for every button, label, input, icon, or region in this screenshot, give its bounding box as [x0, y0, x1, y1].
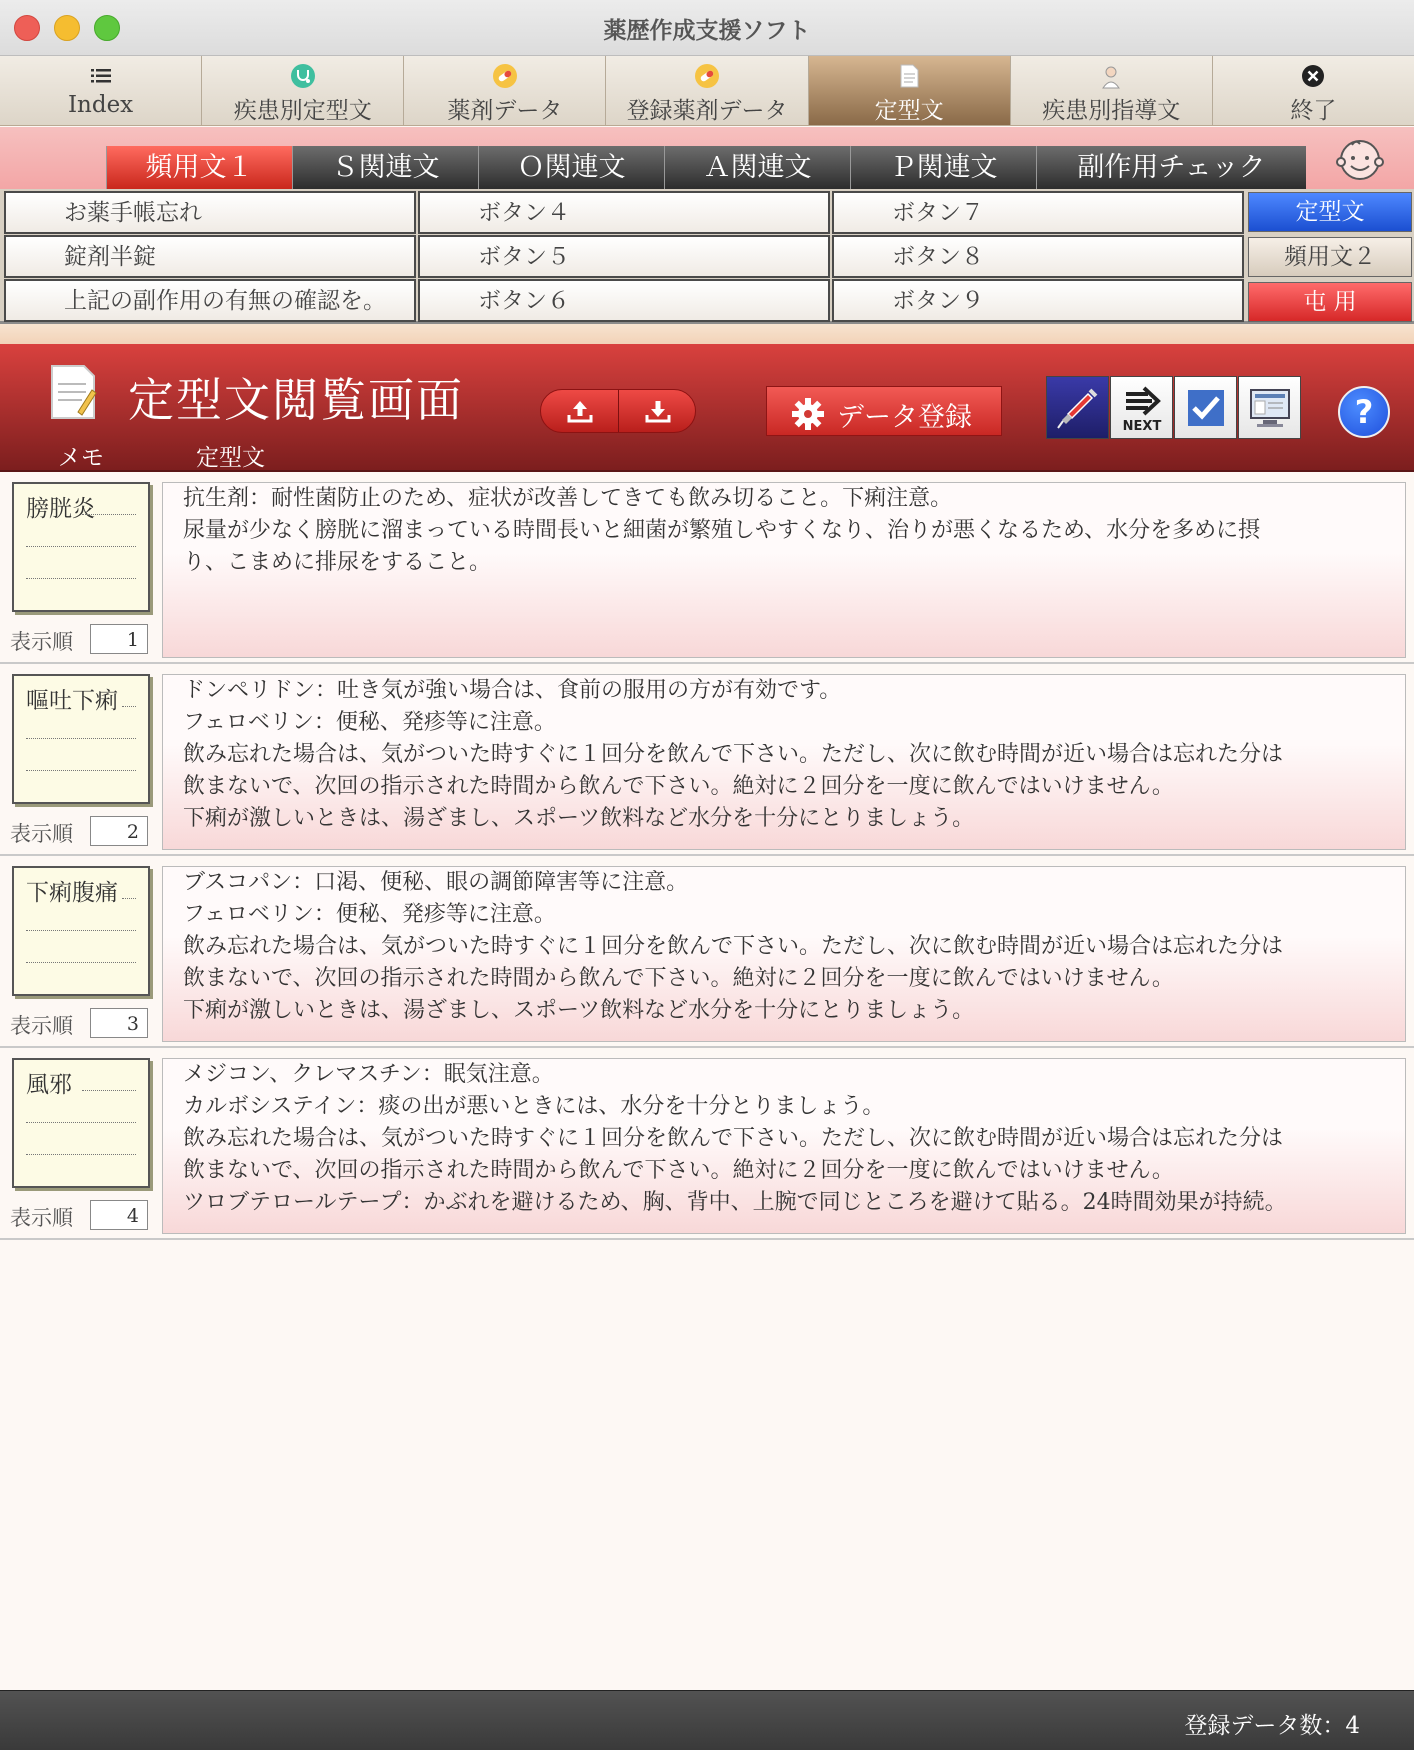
page-header: [0, 344, 1414, 472]
memo-field[interactable]: [12, 1058, 150, 1188]
display-order-input[interactable]: 4: [90, 1200, 148, 1230]
template-text-line: 飲まないで、次回の指示された時間から飲んで下さい。絶対に２回分を一度に飲んではいけません。: [183, 774, 1174, 799]
template-text-line: 飲まないで、次回の指示された時間から飲んで下さい。絶対に２回分を一度に飲んではいけません。: [183, 966, 1174, 991]
template-text-line: 尿量が少なく膀胱に溜まっている時間長いと細菌が繁殖しやすくなり、治りが悪くなるため、水分を多めに摂: [183, 518, 1261, 543]
tab-frequent-1[interactable]: 頻用文１: [106, 146, 292, 189]
template-text-field[interactable]: [162, 674, 1406, 850]
template-text-line: 飲み忘れた場合は、気がついた時すぐに１回分を飲んで下さい。ただし、次に飲む時間が近い場合は忘れた分は: [183, 742, 1284, 767]
quick-button[interactable]: 上記の副作用の有無の確認を。: [4, 279, 416, 322]
template-text-line: 飲み忘れた場合は、気がついた時すぐに１回分を飲んで下さい。ただし、次に飲む時間が近い場合は忘れた分は: [183, 934, 1284, 959]
template-text-line: ツロブテロールテープ：かぶれを避けるため、胸、背中、上腕で同じところを避けて貼る。24時間効果が持続。: [183, 1190, 1287, 1215]
template-mode-button[interactable]: 定型文: [1248, 192, 1412, 232]
display-order-label: 表示順: [10, 1206, 73, 1230]
memo-field[interactable]: [12, 674, 150, 804]
next-arrow-icon: [1116, 382, 1168, 434]
template-text-line: フェロベリン：便秘、発疹等に注意。: [183, 902, 556, 927]
template-text-line: 飲まないで、次回の指示された時間から飲んで下さい。絶対に２回分を一度に飲んではいけません。: [183, 1158, 1174, 1183]
pill-icon: [491, 62, 519, 90]
nav-label: 終了: [1290, 98, 1337, 124]
template-record: [0, 856, 1414, 1048]
memo-text: 膀胱炎: [26, 496, 95, 522]
memo-text: 下痢腹痛: [26, 880, 118, 906]
nav-registered-drug-data[interactable]: [606, 56, 808, 125]
display-order-label: 表示順: [10, 1014, 73, 1038]
sub-tabs: [106, 146, 1306, 189]
template-text-line: 飲み忘れた場合は、気がついた時すぐに１回分を飲んで下さい。ただし、次に飲む時間が近い場合は忘れた分は: [183, 1126, 1284, 1151]
tab-s-related[interactable]: Ｓ関連文: [292, 146, 478, 189]
nav-disease-templates[interactable]: [202, 56, 404, 125]
memo-text: 風邪: [26, 1072, 72, 1098]
template-column-label: 定型文: [196, 445, 265, 471]
nav-label: Index: [67, 92, 134, 118]
register-data-label: データ登録: [837, 402, 972, 433]
template-text-line: 下痢が激しいときは、湯ざまし、スポーツ飲料など水分を十分にとりましょう。: [183, 998, 975, 1023]
monitor-icon: [1247, 386, 1293, 430]
frequent-2-button[interactable]: 頻用文２: [1248, 237, 1412, 277]
quick-button[interactable]: ボタン７: [832, 191, 1244, 234]
nav-label: 登録薬剤データ: [626, 98, 788, 124]
display-order-input[interactable]: 1: [90, 624, 148, 654]
template-text-field[interactable]: [162, 1058, 1406, 1234]
status-bar: [0, 1690, 1414, 1750]
export-button[interactable]: [541, 390, 619, 432]
stethoscope-icon: [289, 62, 317, 90]
memo-icon: [48, 362, 100, 422]
nav-templates[interactable]: [809, 56, 1011, 125]
divider-band: [0, 324, 1414, 344]
template-record: [0, 1048, 1414, 1240]
memo-field[interactable]: [12, 866, 150, 996]
next-button[interactable]: [1110, 376, 1173, 439]
list-icon: [87, 62, 115, 90]
template-record: [0, 472, 1414, 664]
template-text-line: ブスコパン：口渇、便秘、眼の調節障害等に注意。: [183, 870, 689, 895]
display-order-input[interactable]: 2: [90, 816, 148, 846]
nav-label: 疾患別定型文: [233, 98, 372, 124]
quick-button[interactable]: ボタン６: [418, 279, 830, 322]
title-bar: [0, 0, 1414, 56]
import-button[interactable]: [619, 390, 697, 432]
template-text-field[interactable]: [162, 482, 1406, 658]
template-text-field[interactable]: [162, 866, 1406, 1042]
page-title: 定型文閲覧画面: [128, 373, 464, 427]
document-icon: [895, 62, 923, 90]
tab-a-related[interactable]: Ａ関連文: [664, 146, 850, 189]
template-record: [0, 664, 1414, 856]
quick-button[interactable]: お薬手帳忘れ: [4, 191, 416, 234]
template-text-line: カルボシステイン：痰の出が悪いときには、水分を十分とりましょう。: [183, 1094, 885, 1119]
tab-side-effect-check[interactable]: 副作用チェック: [1036, 146, 1306, 189]
quick-button[interactable]: ボタン８: [832, 235, 1244, 278]
memo-text: 嘔吐下痢: [26, 688, 118, 714]
nav-label: 疾患別指導文: [1042, 98, 1181, 124]
quick-button[interactable]: ボタン９: [832, 279, 1244, 322]
template-text-line: フェロベリン：便秘、発疹等に注意。: [183, 710, 556, 735]
quick-button-grid: [0, 189, 1414, 324]
template-text-line: り、こまめに排尿をすること。: [183, 550, 492, 575]
person-icon: [1097, 62, 1125, 90]
template-text-line: 抗生剤：耐性菌防止のため、症状が改善してきても飲み切ること。下痢注意。: [183, 486, 953, 511]
nav-drug-data[interactable]: [404, 56, 606, 125]
smiley-face-icon[interactable]: [1334, 136, 1386, 182]
download-icon: [644, 398, 672, 424]
nav-index[interactable]: [0, 56, 202, 125]
register-data-button[interactable]: [766, 386, 1002, 436]
template-text-line: ドンペリドン：吐き気が強い場合は、食前の服用の方が有効です。: [183, 678, 842, 703]
syringe-icon: [1054, 384, 1102, 432]
upload-icon: [566, 398, 594, 424]
memo-column-label: メモ: [58, 445, 104, 471]
checkbox-icon: [1184, 386, 1228, 430]
export-import-group: [540, 389, 696, 433]
as-needed-button[interactable]: 屯 用: [1248, 282, 1412, 322]
main-nav: [0, 56, 1414, 126]
nav-label: 定型文: [874, 98, 944, 124]
nav-disease-guidance[interactable]: [1011, 56, 1213, 125]
screen-button[interactable]: [1238, 376, 1301, 439]
injection-button[interactable]: [1046, 376, 1109, 439]
pill-icon: [693, 62, 721, 90]
nav-label: 薬剤データ: [447, 98, 563, 124]
memo-field[interactable]: [12, 482, 150, 612]
tab-p-related[interactable]: Ｐ関連文: [850, 146, 1036, 189]
close-icon: [1299, 62, 1327, 90]
quick-button[interactable]: 錠剤半錠: [4, 235, 416, 278]
template-text-line: メジコン、クレマスチン：眠気注意。: [183, 1062, 554, 1087]
record-count: 登録データ数：4: [1184, 1713, 1360, 1739]
svg-text:NEXT: NEXT: [1122, 418, 1161, 434]
template-text-line: 下痢が激しいときは、湯ざまし、スポーツ飲料など水分を十分にとりましょう。: [183, 806, 975, 831]
nav-quit[interactable]: [1213, 56, 1414, 125]
display-order-input[interactable]: 3: [90, 1008, 148, 1038]
help-button[interactable]: ?: [1338, 386, 1390, 438]
quick-button[interactable]: ボタン４: [418, 191, 830, 234]
check-button[interactable]: [1174, 376, 1237, 439]
gear-icon: [791, 397, 825, 431]
window-title: 薬歴作成支援ソフト: [603, 18, 811, 44]
quick-button[interactable]: ボタン５: [418, 235, 830, 278]
display-order-label: 表示順: [10, 822, 73, 846]
display-order-label: 表示順: [10, 630, 73, 654]
tab-o-related[interactable]: Ｏ関連文: [478, 146, 664, 189]
